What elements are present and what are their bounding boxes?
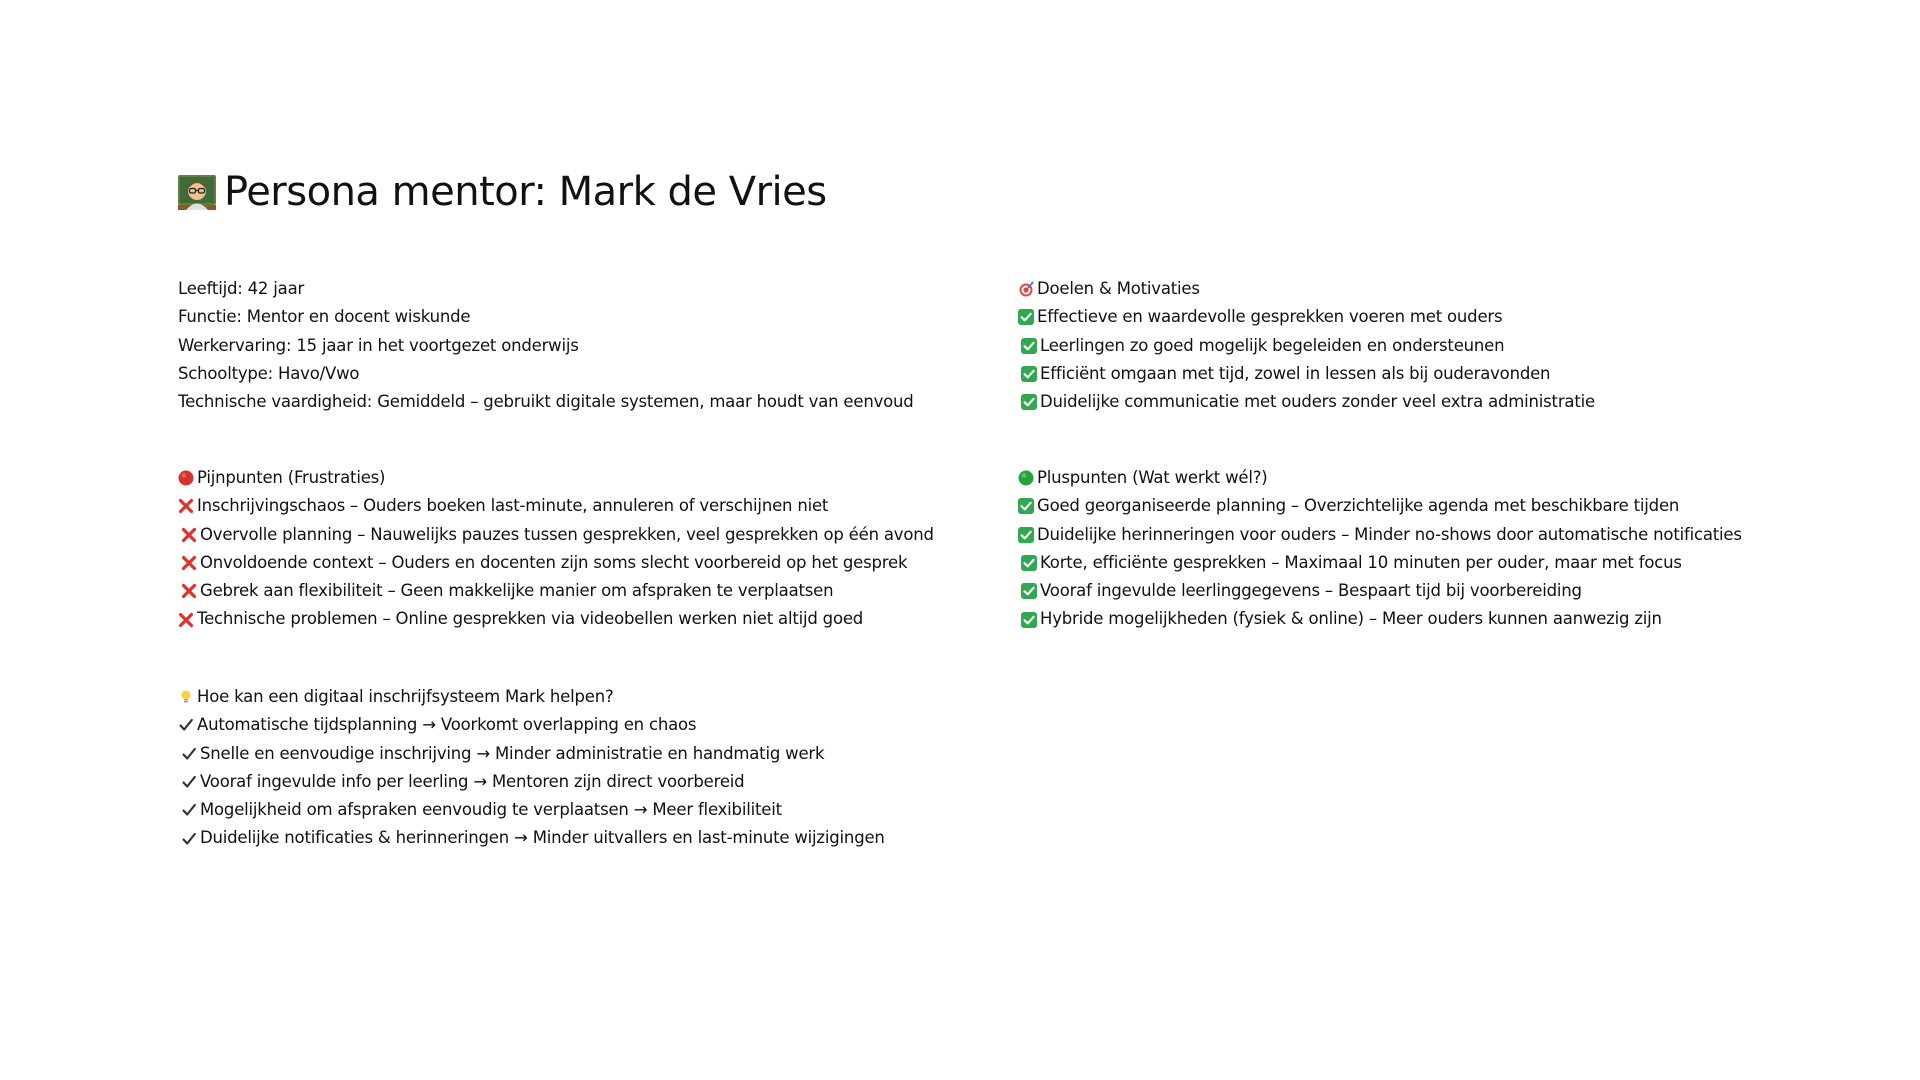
list-item [178, 521, 934, 549]
red-cross-icon [181, 555, 197, 571]
help-item-text: Mogelijkheid om afspraken eenvoudig te verplaatsen → Meer flexibiliteit [200, 800, 782, 820]
goals-heading [1018, 275, 1595, 303]
pluses-heading [1018, 464, 1742, 492]
profile-section [178, 275, 914, 416]
goal-item-text: Leerlingen zo goed mogelijk begeleiden en ondersteunen [1040, 335, 1505, 355]
goals-section [1018, 275, 1595, 416]
check-mark-icon [181, 746, 197, 762]
list-item [178, 549, 934, 577]
green-check-box-icon [1021, 555, 1037, 571]
pains-heading [178, 464, 934, 492]
plus-item-text: Duidelijke herinneringen voor ouders – Minder no-shows door automatische notificaties [1037, 524, 1742, 544]
green-check-box-icon [1021, 612, 1037, 628]
help-item-text: Automatische tijdsplanning → Voorkomt overlapping en chaos [197, 715, 697, 735]
check-mark-icon [181, 802, 197, 818]
green-check-box-icon [1018, 527, 1034, 543]
page-title-text: Persona mentor: Mark de Vries [224, 169, 827, 215]
profile-line-technical-skill: Technische vaardigheid: Gemiddeld – gebruikt digitale systemen, maar houdt van eenvoud [178, 392, 914, 412]
list-item [178, 740, 885, 768]
pluses-heading-text: Pluspunten (Wat werkt wél?) [1037, 468, 1268, 487]
target-icon [1018, 281, 1034, 297]
list-item [1018, 360, 1595, 388]
profile-line-experience: Werkervaring: 15 jaar in het voortgezet onderwijs [178, 335, 579, 355]
lightbulb-icon [178, 689, 194, 705]
green-check-box-icon [1021, 583, 1037, 599]
goal-item-text: Duidelijke communicatie met ouders zonder veel extra administratie [1040, 392, 1595, 412]
red-circle-icon [178, 470, 194, 486]
help-item-text: Snelle en eenvoudige inschrijving → Minder administratie en handmatig werk [200, 743, 825, 763]
pluses-section [1018, 464, 1742, 634]
list-item [1018, 521, 1742, 549]
pain-item-text: Inschrijvingschaos – Ouders boeken last-minute, annuleren of verschijnen niet [197, 496, 829, 516]
pain-item-text: Onvoldoende context – Ouders en docenten zijn soms slecht voorbereid op het gesprek [200, 552, 908, 572]
list-item [1018, 577, 1742, 605]
plus-item-text: Korte, efficiënte gesprekken – Maximaal 10 minuten per ouder, maar met focus [1040, 552, 1682, 572]
green-check-box-icon [1018, 309, 1034, 325]
plus-item-text: Vooraf ingevulde leerlinggegevens – Bespaart tijd bij voorbereiding [1040, 581, 1582, 601]
list-item [178, 824, 885, 852]
list-item [1018, 492, 1742, 520]
help-section [178, 683, 885, 853]
list-item [1018, 549, 1742, 577]
check-mark-icon [181, 831, 197, 847]
plus-item-text: Hybride mogelijkheden (fysiek & online) – Meer ouders kunnen aanwezig zijn [1040, 609, 1662, 629]
list-item [178, 577, 934, 605]
list-item [1018, 605, 1742, 633]
check-mark-icon [181, 774, 197, 790]
list-item [1018, 332, 1595, 360]
goal-item-text: Effectieve en waardevolle gesprekken voeren met ouders [1037, 307, 1503, 327]
list-item [1018, 303, 1595, 331]
list-item [1018, 388, 1595, 416]
green-check-box-icon [1018, 498, 1034, 514]
pains-section [178, 464, 934, 634]
goals-heading-text: Doelen & Motivaties [1037, 279, 1200, 298]
list-item [178, 605, 934, 633]
plus-item-text: Goed georganiseerde planning – Overzichtelijke agenda met beschikbare tijden [1037, 496, 1680, 516]
check-mark-icon [178, 717, 194, 733]
page-title [178, 163, 827, 221]
green-check-box-icon [1021, 394, 1037, 410]
profile-line-age: Leeftijd: 42 jaar [178, 279, 305, 298]
profile-line-function: Functie: Mentor en docent wiskunde [178, 307, 471, 327]
list-item [178, 768, 885, 796]
pain-item-text: Overvolle planning – Nauwelijks pauzes tussen gesprekken, veel gesprekken op één avond [200, 524, 934, 544]
green-check-box-icon [1021, 338, 1037, 354]
red-cross-icon [178, 498, 194, 514]
profile-line-schooltype: Schooltype: Havo/Vwo [178, 363, 360, 383]
list-item [178, 796, 885, 824]
list-item [178, 492, 934, 520]
goal-item-text: Efficiënt omgaan met tijd, zowel in lessen als bij ouderavonden [1040, 363, 1551, 383]
help-item-text: Duidelijke notificaties & herinneringen → Minder uitvallers en last-minute wijzigingen [200, 828, 885, 848]
red-cross-icon [181, 583, 197, 599]
pains-heading-text: Pijnpunten (Frustraties) [197, 468, 386, 487]
list-item [178, 711, 885, 739]
help-heading-text: Hoe kan een digitaal inschrijfsysteem Mark helpen? [197, 687, 614, 706]
green-circle-icon [1018, 470, 1034, 486]
pain-item-text: Technische problemen – Online gesprekken via videobellen werken niet altijd goed [197, 609, 864, 629]
teacher-emoji-icon [178, 173, 216, 211]
red-cross-icon [178, 612, 194, 628]
help-item-text: Vooraf ingevulde info per leerling → Mentoren zijn direct voorbereid [200, 771, 745, 791]
help-heading [178, 683, 885, 711]
pain-item-text: Gebrek aan flexibiliteit – Geen makkelijke manier om afspraken te verplaatsen [200, 581, 834, 601]
red-cross-icon [181, 527, 197, 543]
green-check-box-icon [1021, 366, 1037, 382]
